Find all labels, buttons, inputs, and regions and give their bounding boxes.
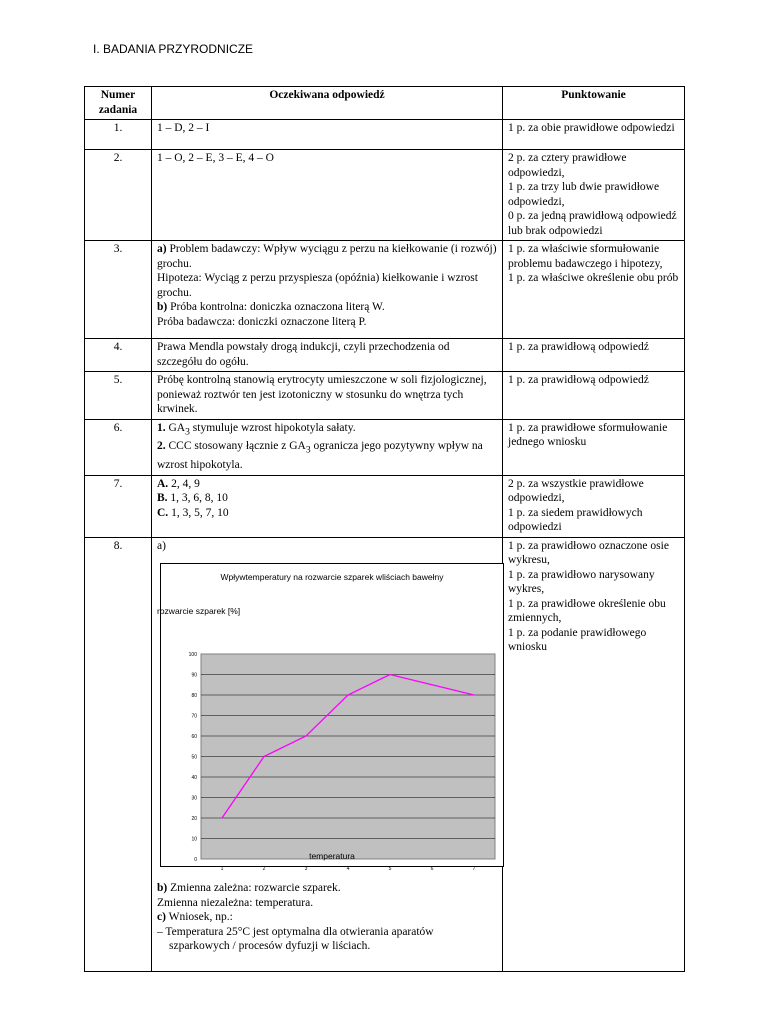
header-answer: Oczekiwana odpowiedź: [152, 87, 503, 120]
table-row: [85, 372, 685, 420]
task-number: 5.: [85, 372, 152, 420]
table-row: [85, 537, 685, 971]
chart-plot: [161, 564, 503, 873]
expected-answer: Prawa Mendla powstały drogą indukcji, czyli przechodzenia od szczegółu do ogółu.: [152, 339, 503, 372]
chart-y-axis-label: rozwarcie szparek [%]: [157, 606, 241, 617]
y-tick-label: 30: [191, 795, 197, 802]
x-tick-label: 3: [304, 866, 308, 873]
chart-x-axis-label: temperatura: [309, 851, 355, 862]
x-tick-label: 4: [346, 866, 350, 873]
data-point: [389, 674, 390, 675]
task-number: 3.: [85, 241, 152, 339]
scoring: 1 p. za prawidłowo oznaczone osie wykresu, 1 p. za prawidłowo narysowany wykres, 1 p. za prawidłowe określenie obu zmiennych, 1 p. za podanie prawidłowego wniosku: [503, 537, 685, 971]
header-number: Numer zadania: [85, 87, 152, 120]
task-number: 6.: [85, 419, 152, 475]
x-tick-label: 6: [430, 866, 434, 873]
scoring: 1 p. za prawidłową odpowiedź: [503, 339, 685, 372]
expected-answer: 1 – O, 2 – E, 3 – E, 4 – O: [152, 150, 503, 241]
expected-answer: 1 – D, 2 – I: [152, 120, 503, 150]
data-point: [347, 694, 348, 695]
table-header-row: [85, 87, 685, 120]
y-tick-label: 70: [191, 713, 197, 720]
table-row: [85, 339, 685, 372]
x-tick-label: 1: [220, 866, 224, 873]
expected-answer: a) Wpływtemperatury na rozwarcie szparek wliściach bawełny rozwarcie szparek [%] 0 10 20 30 40 50 60 70 80 90 100 1 2 3 4 5 6 7 temperatura b) Zmienna zależna: rozwarcie szparek. Zmienna niezależna: temperatura. c) Wniosek, np.: – Temperatura 25°C jest optymalna dla otwierania aparatów szparkowych / procesów dyfuzji w liściach.: [152, 537, 503, 971]
table-row: [85, 419, 685, 475]
task-number: 4.: [85, 339, 152, 372]
y-tick-label: 100: [188, 652, 197, 659]
page-heading: I. BADANIA PRZYRODNICZE: [93, 42, 254, 56]
table-row: [85, 241, 685, 339]
x-tick-label: 5: [388, 866, 392, 873]
data-point: [263, 756, 264, 757]
data-point: [221, 817, 222, 818]
data-point: [431, 684, 432, 685]
header-scoring: Punktowanie: [503, 87, 685, 120]
y-tick-label: 10: [191, 836, 197, 843]
data-point: [305, 735, 306, 736]
y-tick-label: 60: [191, 734, 197, 741]
scoring: 1 p. za prawidłowe sformułowanie jednego wniosku: [503, 419, 685, 475]
x-tick-label: 2: [262, 866, 266, 873]
expected-answer: 1. $GA_3$ stymuluje wzrost hipokotyla sałaty. 2. CCC stosowany łącznie z $GA_3$ ogranicza jego pozytywny wpływ na wzrost hipokotyla.: [152, 419, 503, 475]
expected-answer: A. 2, 4, 9 B. 1, 3, 6, 8, 10 C. 1, 3, 5, 7, 10: [152, 475, 503, 537]
chart-title: Wpływtemperatury na rozwarcie szparek wliściach bawełny: [220, 572, 444, 583]
y-tick-label: 20: [191, 816, 197, 823]
task-number: 8.: [85, 537, 152, 971]
table-row: [85, 475, 685, 537]
scoring: 2 p. za cztery prawidłowe odpowiedzi, 1 p. za trzy lub dwie prawidłowe odpowiedzi, 0 p. za jedną prawidłową odpowiedź lub brak odpowiedzi: [503, 150, 685, 241]
scoring: 1 p. za właściwie sformułowanie problemu badawczego i hipotezy, 1 p. za właściwe określenie obu prób: [503, 241, 685, 339]
y-tick-label: 0: [194, 857, 197, 864]
scoring: 2 p. za wszystkie prawidłowe odpowiedzi, 1 p. za siedem prawidłowych odpowiedzi: [503, 475, 685, 537]
task-number: 2.: [85, 150, 152, 241]
stomata-chart: [157, 563, 504, 873]
task-number: 7.: [85, 475, 152, 537]
y-tick-label: 40: [191, 775, 197, 782]
expected-answer: a) Problem badawczy: Wpływ wyciągu z perzu na kiełkowanie (i rozwój) grochu. Hipoteza: Wyciąg z perzu przyspiesza (opóźnia) kiełkowanie i wzrost grochu. b) Próba kontrolna: doniczka oznaczona literą W. Próba badawcza: doniczki oznaczone literą P.: [152, 241, 503, 339]
y-tick-label: 80: [191, 693, 197, 700]
x-tick-label: 7: [472, 866, 476, 873]
table-row: [85, 120, 685, 150]
data-point: [473, 694, 474, 695]
task-number: 1.: [85, 120, 152, 150]
answer-key-table: [84, 86, 685, 972]
expected-answer: Próbę kontrolną stanowią erytrocyty umieszczone w soli fizjologicznej, ponieważ roztwór ten jest izotoniczny w stosunku do wnętrza tych krwinek.: [152, 372, 503, 420]
y-tick-label: 90: [191, 672, 197, 679]
y-tick-label: 50: [191, 754, 197, 761]
scoring: 1 p. za obie prawidłowe odpowiedzi: [503, 120, 685, 150]
table-row: [85, 150, 685, 241]
scoring: 1 p. za prawidłową odpowiedź: [503, 372, 685, 420]
